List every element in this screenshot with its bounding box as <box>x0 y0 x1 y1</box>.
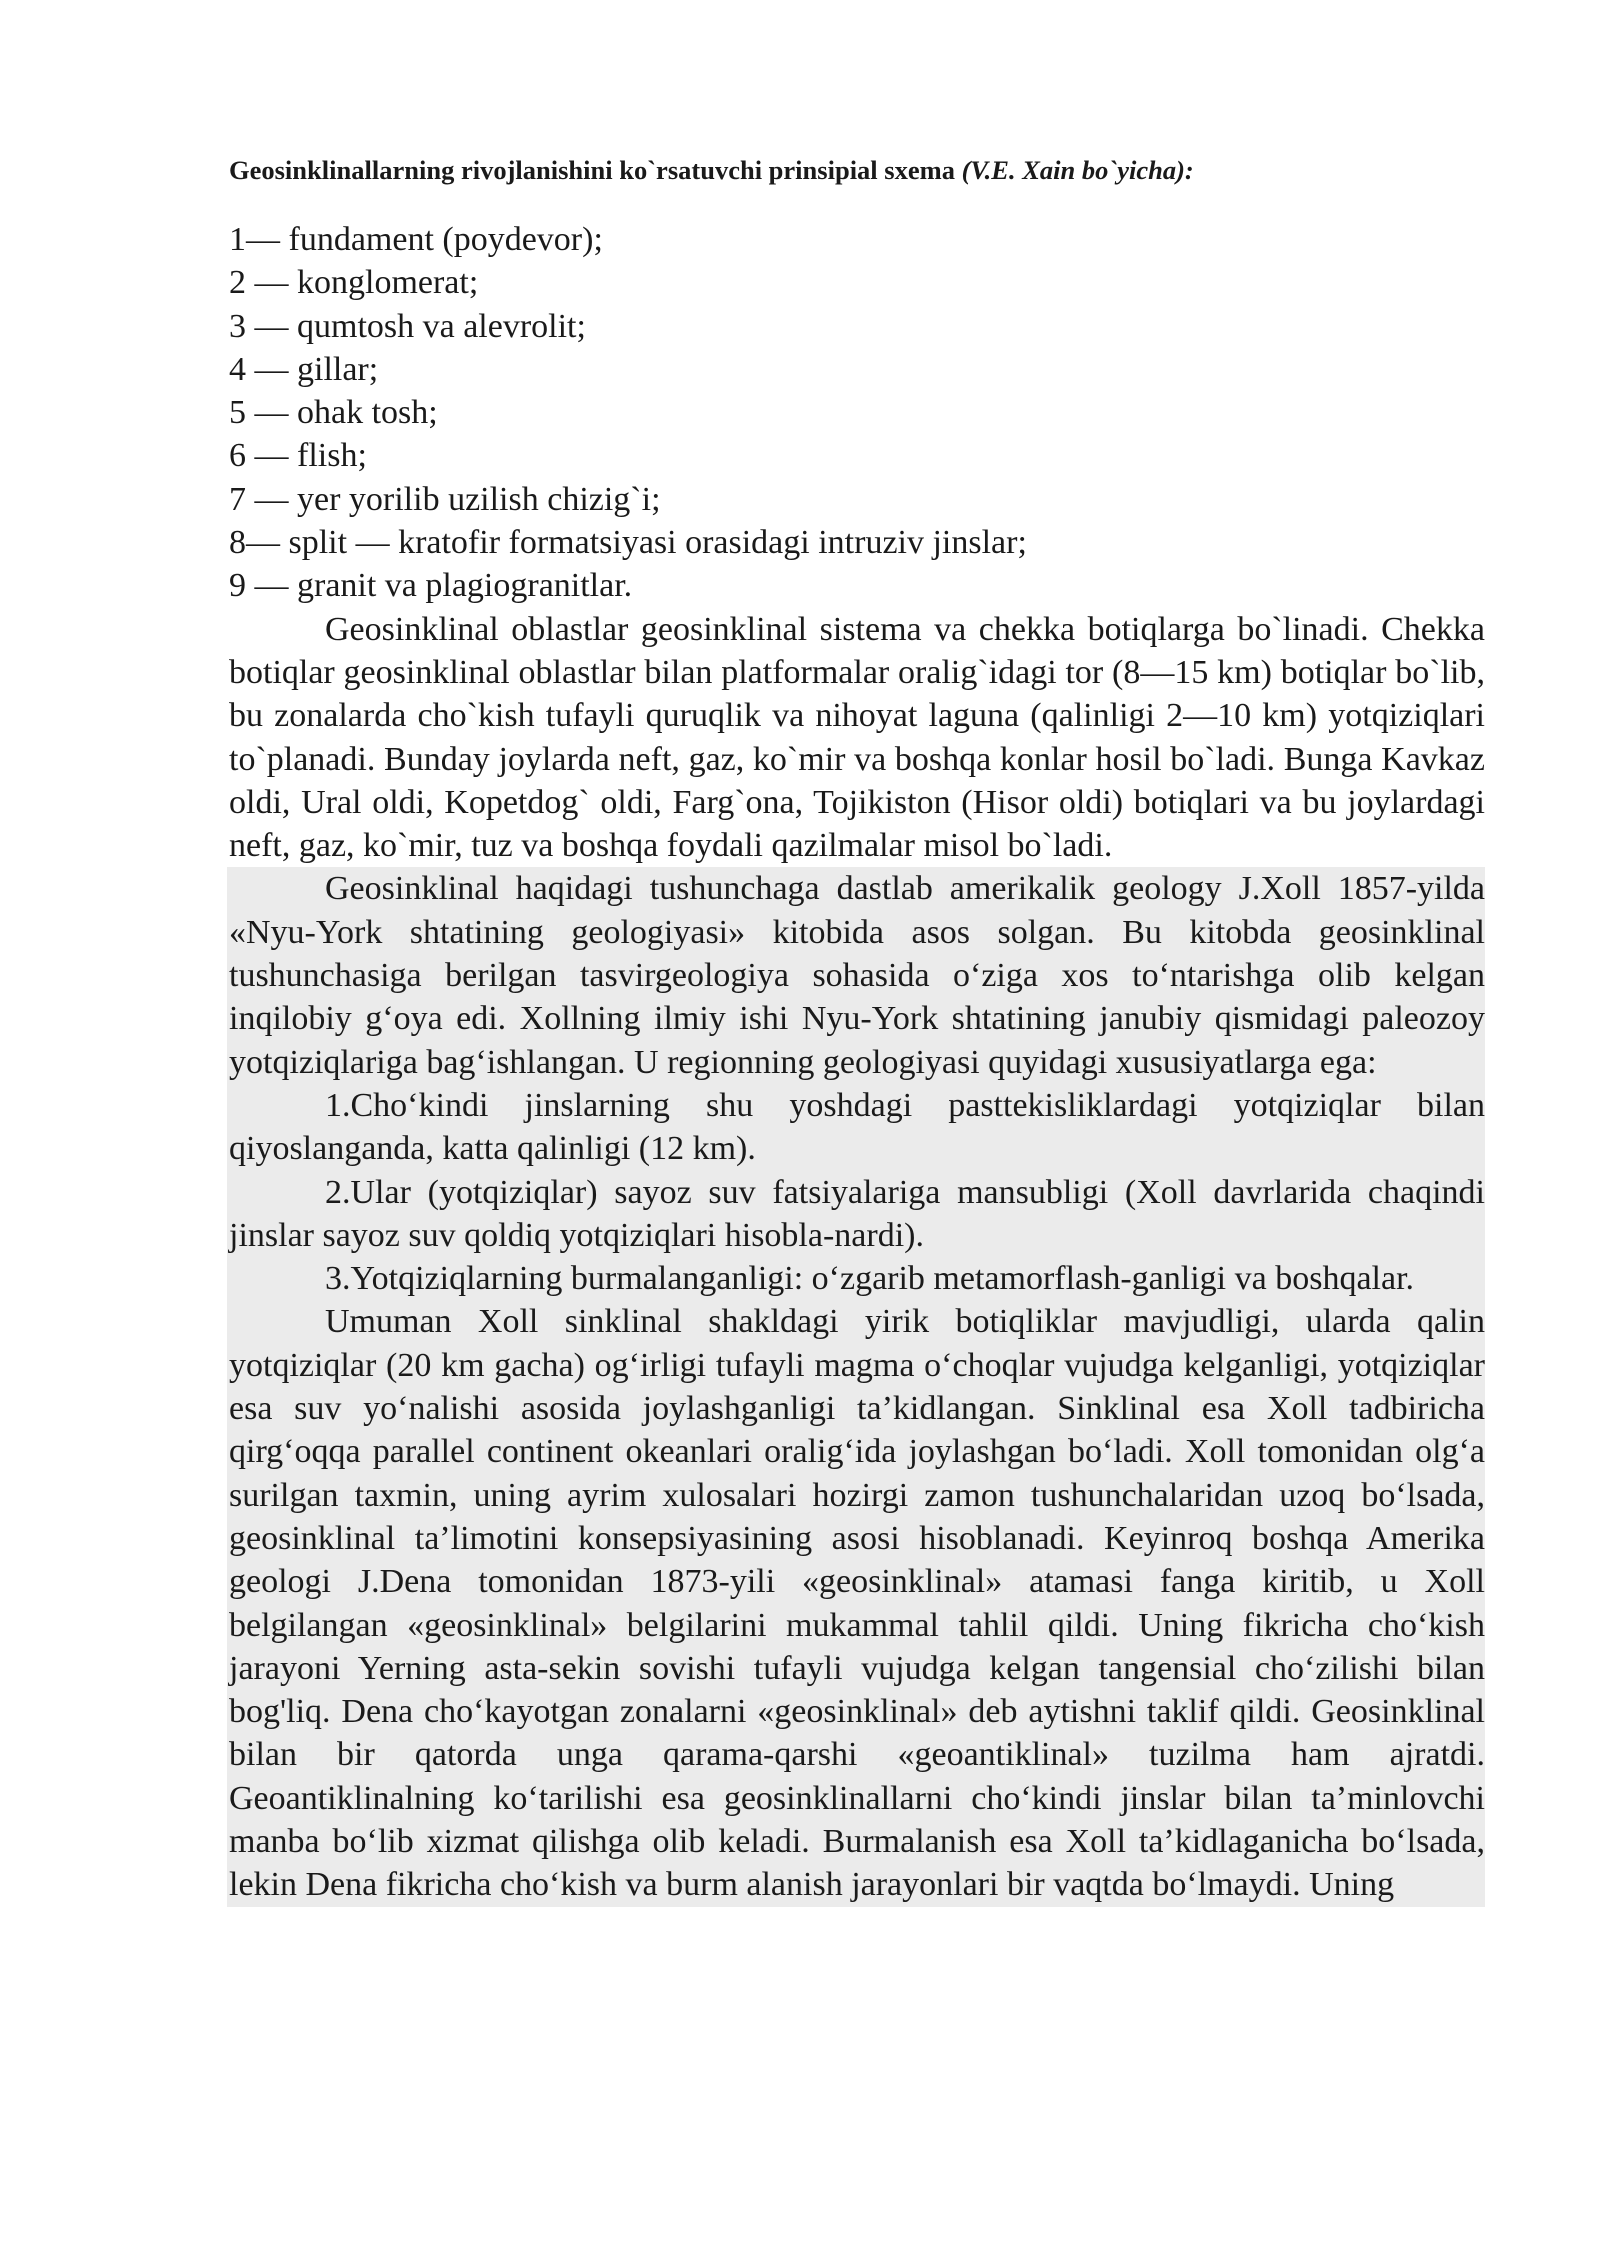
legend-item: 7 — yer yorilib uzilish chizig`i; <box>229 480 661 518</box>
paragraph-hall-history: Geosinklinal haqidagi tushunchaga dastlab amerikalik geology J.Xoll 1857-yilda «Nyu-York shtatining geologiyasi» kitobida asos solgan. Bu kitobda geosinklinal tushunchasiga berilgan tasvirgeologiya sohasida o‘ziga xos to‘ntarishga olib kelgan inqilobiy g‘oya edi. Xollning ilmiy ishi Nyu-York shtatining janubiy qismidagi paleozoy yotqiziqlariga bag‘ishlangan. U regionning geologiyasi quyidagi xususiyatlarga ega: <box>229 870 1485 1081</box>
legend-item: 6 — flish; <box>229 437 367 475</box>
paragraph-feature-3: 3.Yotqiziqlarning burmalanganligi: o‘zgarib metamorflash-ganligi va boshqalar. <box>325 1260 1415 1298</box>
paragraph-feature-1: 1.Cho‘kindi jinslarning shu yoshdagi pasttekisliklardagi yotqiziqlar bilan qiyoslanganda, katta qalinligi (12 km). <box>229 1086 1485 1168</box>
legend-item: 8— split — kratofir formatsiyasi orasidagi intruziv jinslar; <box>229 524 1027 562</box>
document-page <box>229 150 1485 1907</box>
highlighted-section <box>229 867 1485 1906</box>
figure-caption <box>229 150 1485 190</box>
caption-title: Geosinklinallarning rivojlanishini ko`rsatuvchi prinsipial sxema <box>229 155 955 185</box>
paragraph-feature-2: 2.Ular (yotqiziqlar) sayoz suv fatsiyalariga mansubligi (Xoll davrlarida chaqindi jinslar sayoz suv qoldiq yotqiziqlari hisobla-nardi). <box>229 1173 1485 1254</box>
legend-item: 1— fundament (poydevor); <box>229 221 603 258</box>
paragraph-summary: Umuman Xoll sinklinal shakldagi yirik botiqliklar mavjudligi, ularda qalin yotqiziqlar (20 km gacha) og‘irligi tufayli magma o‘choqlar vujudga kelganligi, yotqiziqlar esa suv yo‘nalishi asosida joylashganligi ta’kidlangan. Sinklinal esa Xoll tadbiricha qirg‘oqqa parallel continent okeanlari oralig‘ida joylashgan bo‘ladi. Xoll tomonidan olg‘a surilgan taxmin, uning ayrim xulosalari hozirgi zamon tushunchalaridan uzoq bo‘lsada, geosinklinal ta’limotini konsepsiyasining asosi hisoblanadi. Keyinroq boshqa Amerika geologi J.Dena tomonidan 1873-yili «geosinklinal» atamasi fanga kiritib, u Xoll belgilangan «geosinklinal» belgilarini mukammal tahlil qildi. Uning fikricha cho‘kish jarayoni Yerning asta-sekin sovishi tufayli vujudga kelgan tangensial cho‘zilishi bilan bog'liq. Dena cho‘kayotgan zonalarni «geosinklinal» deb aytishni taklif qildi. Geosinklinal bilan bir qatorda unga qarama-qarshi «geoantiklinal» tuzilma ham ajratdi. Geoantiklinalning ko‘tarilishi esa geosinklinallarni cho‘kindi jinslar bilan ta’minlovchi manba bo‘lib xizmat qilishga olib keladi. Burmalanish esa Xoll ta’kidlaganicha bo‘lsada, lekin Dena fikricha cho‘kish va burm alanish jarayonlari bir vaqtda bo‘lmaydi. Uning <box>229 1303 1485 1904</box>
caption-source: (V.E. Xain bo`yicha): <box>961 155 1194 185</box>
legend-item: 9 — granit va plagiogranitlar. <box>229 567 633 605</box>
legend-item: 5 — ohak tosh; <box>229 394 438 432</box>
legend-item: 2 — konglomerat; <box>229 264 479 302</box>
legend-item: 4 — gillar; <box>229 350 379 388</box>
figure-legend <box>229 218 1485 608</box>
paragraph-oblasts: Geosinklinal oblastlar geosinklinal sistema va chekka botiqlarga bo`linadi. Chekka botiqlar geosinklinal oblastlar bilan platformalar oralig`idagi tor (8—15 km) botiqlar bo`lib, bu zonalarda cho`kish tufayli quruqlik va nihoyat laguna (qalinligi 2—10 km) yotqiziqlari to`planadi. Bunday joylarda neft, gaz, ko`mir va boshqa konlar hosil bo`ladi. Bunga Kavkaz oldi, Ural oldi, Kopetdog` oldi, Farg`ona, Tojikiston (Hisor oldi) botiqlari va bu joylardagi neft, gaz, ko`mir, tuz va boshqa foydali qazilmalar misol bo`ladi. <box>229 610 1485 865</box>
legend-item: 3 — qumtosh va alevrolit; <box>229 307 586 345</box>
